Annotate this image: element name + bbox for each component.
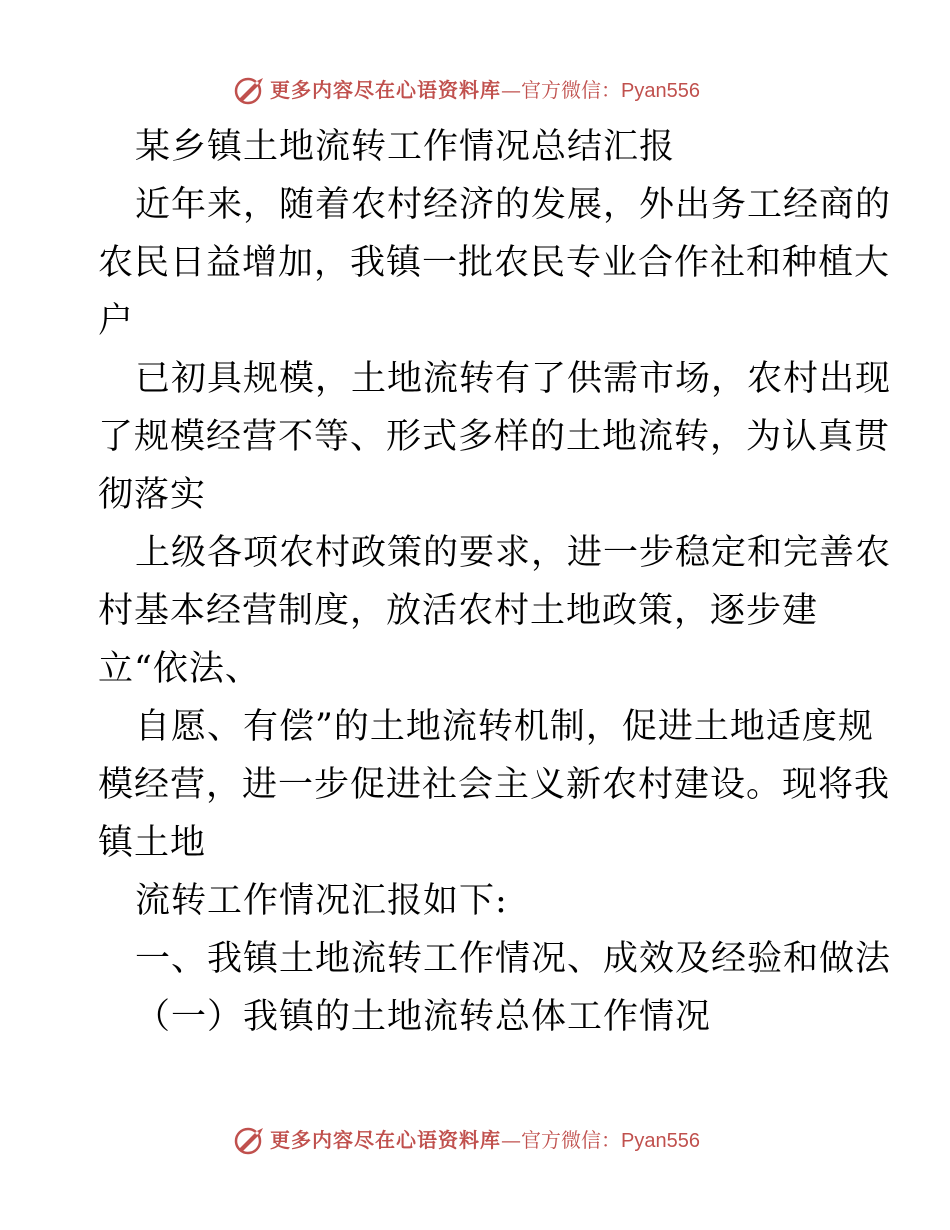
subsection-heading: （一）我镇的土地流转总体工作情况: [135, 997, 712, 1037]
paragraph-line: 村基本经营制度，放活农村土地政策，逐步建: [98, 591, 819, 631]
watermark-text: [270, 1128, 700, 1153]
section-heading: 一、我镇土地流转工作情况、成效及经验和做法: [135, 939, 892, 979]
paragraph-line: 自愿、有偿”的土地流转机制，促进土地适度规: [135, 707, 874, 747]
pen-nib-logo-icon: [233, 75, 267, 105]
watermark-wechat-id: Pyan556: [621, 80, 700, 102]
watermark-header: [0, 70, 950, 110]
paragraph-line: 立“依法、: [98, 649, 261, 689]
paragraph-line: 模经营，进一步促进社会主义新农村建设。现将我: [98, 765, 891, 805]
paragraph-line: 已初具规模，土地流转有了供需市场，农村出现: [135, 359, 892, 399]
paragraph-line: 户: [98, 301, 135, 341]
watermark-text: [270, 78, 700, 103]
paragraph-line: 流转工作情况汇报如下:: [135, 881, 508, 921]
pen-nib-logo-icon: [233, 1125, 267, 1155]
watermark-wechat-label: 官方微信：: [521, 78, 621, 102]
watermark-site-name: 更多内容尽在心语资料库: [270, 1128, 501, 1152]
paragraph-line: 上级各项农村政策的要求，进一步稳定和完善农: [135, 533, 892, 573]
paragraph-line: 近年来，随着农村经济的发展，外出务工经商的: [135, 185, 892, 225]
watermark-footer: [0, 1120, 950, 1160]
watermark-dash: —: [501, 1128, 521, 1152]
watermark-dash: —: [501, 78, 521, 102]
paragraph-line: 了规模经营不等、形式多样的土地流转，为认真贯: [98, 417, 891, 457]
document-body: [98, 118, 892, 1046]
paragraph-line: 农民日益增加，我镇一批农民专业合作社和种植大: [98, 243, 891, 283]
watermark-wechat-label: 官方微信：: [521, 1128, 621, 1152]
paragraph-line: 镇土地: [98, 823, 207, 863]
watermark-site-name: 更多内容尽在心语资料库: [270, 78, 501, 102]
watermark-wechat-id: Pyan556: [621, 1130, 700, 1152]
document-title: 某乡镇土地流转工作情况总结汇报: [135, 127, 676, 167]
paragraph-line: 彻落实: [98, 475, 207, 515]
